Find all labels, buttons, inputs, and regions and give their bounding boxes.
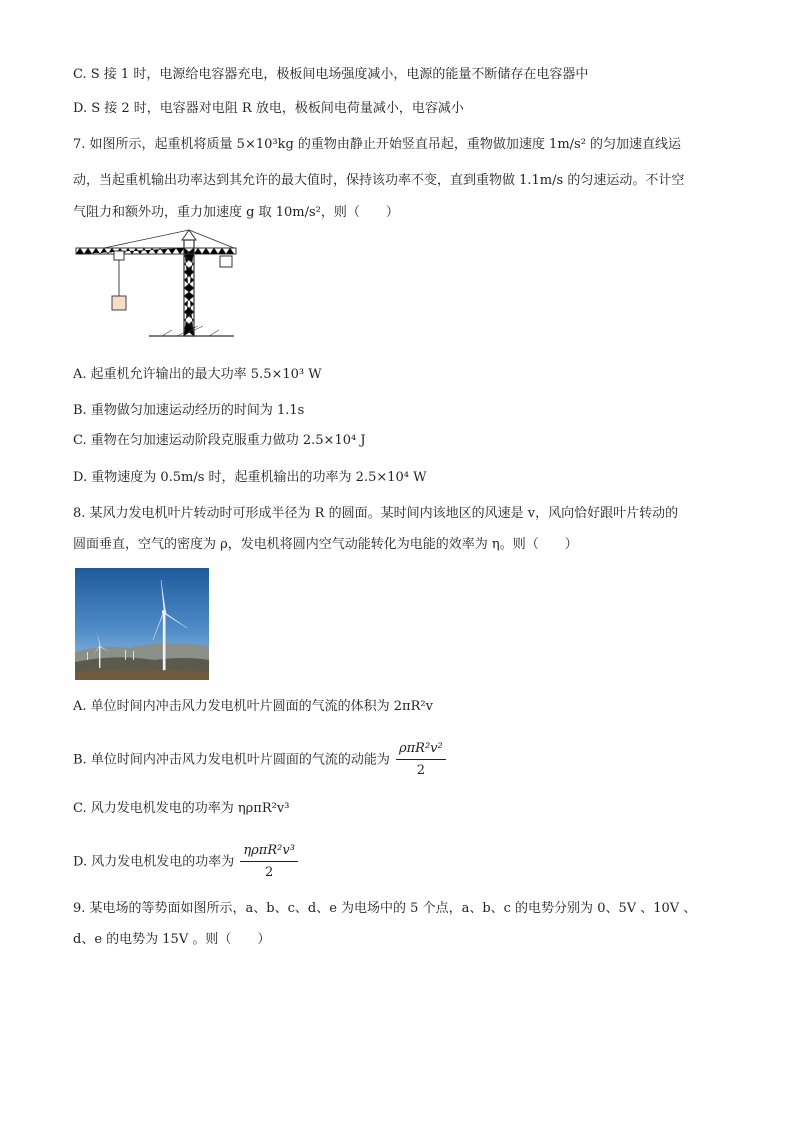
option-a-q7: A. 起重机允许输出的最大功率 5.5×10³ W [73, 367, 322, 382]
question-7-line-2: 动，当起重机输出功率达到其允许的最大值时，保持该功率不变，直到重物做 1.1m/s 的匀速运动。不计空 [73, 173, 685, 188]
question-9-line-2: d、e 的电势为 15V 。则（ ） [73, 932, 271, 947]
option-d-q8-denominator: 2 [265, 865, 274, 880]
option-d-q8-fraction [240, 842, 298, 882]
option-b-q8-denominator: 2 [416, 763, 425, 778]
wind-turbine-photo [75, 568, 209, 680]
option-c-q6: C. S 接 1 时，电源给电容器充电，极板间电场强度减小，电源的能量不断储存在电容器中 [73, 67, 589, 82]
option-d-q7: D. 重物速度为 0.5m/s 时，起重机输出的功率为 2.5×10⁴ W [73, 470, 427, 485]
option-b-q8-fraction [396, 740, 446, 780]
question-8-line-2: 圆面垂直，空气的密度为 ρ，发电机将圆内空气动能转化为电能的效率为 η。则（ ） [73, 537, 578, 552]
question-8-line-1: 8. 某风力发电机叶片转动时可形成半径为 R 的圆面。某时间内该地区的风速是 v，风向恰好跟叶片转动的 [73, 506, 679, 521]
option-c-q8: C. 风力发电机发电的功率为 ηρπR²v³ [73, 801, 290, 816]
option-b-q8-text: B. 单位时间内冲击风力发电机叶片圆面的气流的动能为 [73, 752, 390, 768]
option-b-q7: B. 重物做匀加速运动经历的时间为 1.1s [73, 403, 305, 418]
option-d-q6: D. S 接 2 时，电容器对电阻 R 放电，极板间电荷量减小，电容减小 [73, 101, 464, 116]
option-c-q7: C. 重物在匀加速运动阶段克服重力做功 2.5×10⁴ J [73, 433, 366, 448]
option-d-q8 [73, 842, 298, 882]
crane-figure [74, 228, 244, 346]
question-9-line-1: 9. 某电场的等势面如图所示，a、b、c、d、e 为电场中的 5 个点，a、b、c 的电势分别为 0、5V 、10V 、 [73, 901, 697, 916]
question-7-line-1: 7. 如图所示，起重机将质量 5×10³kg 的重物由静止开始竖直吊起，重物做加速度 1m/s² 的匀加速直线运 [73, 137, 682, 152]
question-7-line-3: 气阻力和额外功，重力加速度 g 取 10m/s²，则（ ） [73, 205, 399, 220]
option-b-q8-numerator: ρπR²v² [396, 740, 446, 760]
option-b-q8 [73, 740, 446, 780]
option-d-q8-text: D. 风力发电机发电的功率为 [73, 854, 235, 870]
option-a-q8: A. 单位时间内冲击风力发电机叶片圆面的气流的体积为 2πR²v [73, 699, 433, 714]
option-d-q8-numerator: ηρπR²v³ [240, 842, 298, 862]
